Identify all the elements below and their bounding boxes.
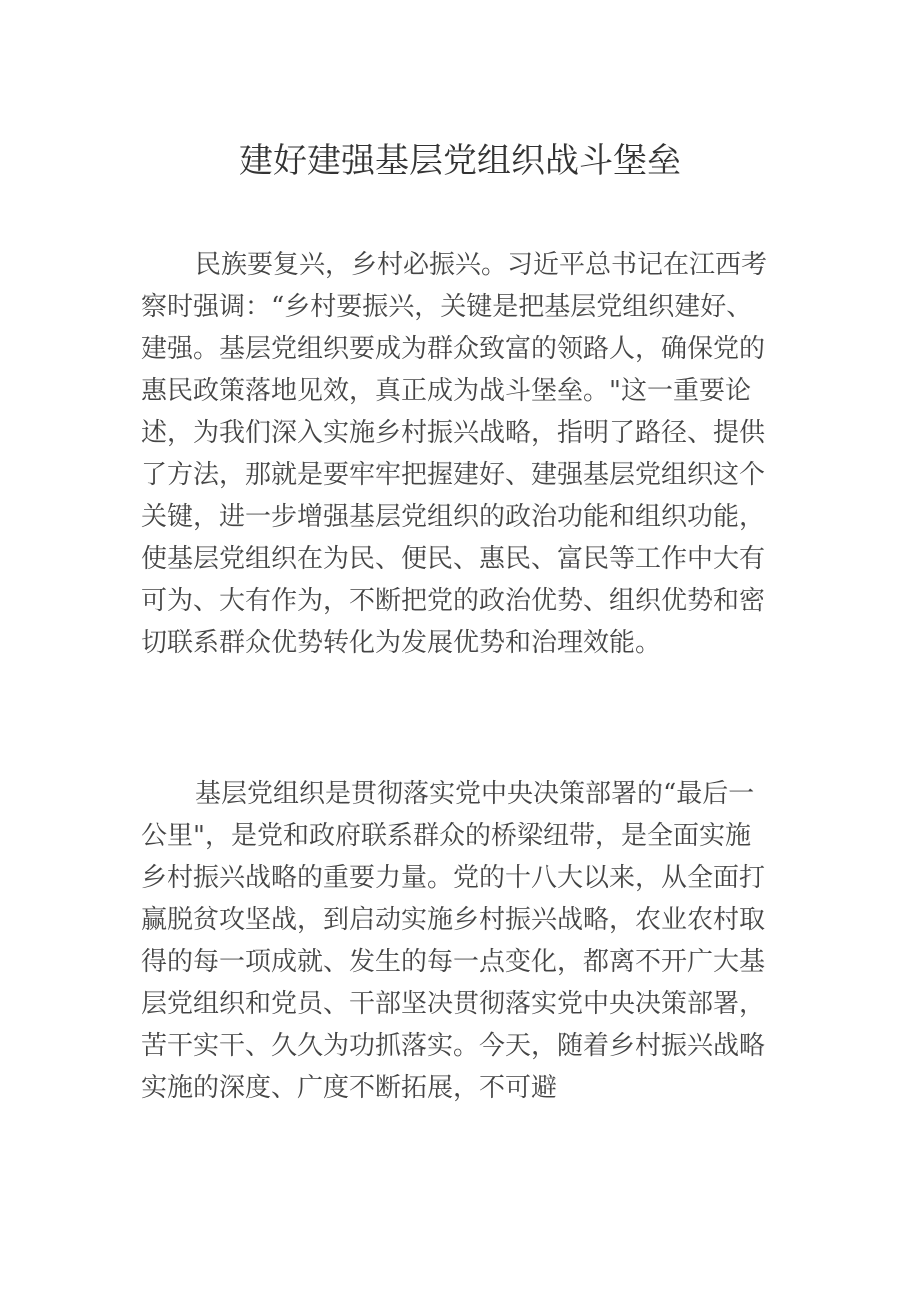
paragraph-line: 关键，进一步增强基层党组织的政治功能和组织功能， [141, 502, 766, 532]
paragraph-line: 述，为我们深入实施乡村振兴战略，指明了路径、提供 [141, 418, 766, 448]
paragraph-line: 苦干实干、久久为功抓落实。今天，随着乡村振兴战略 [141, 1031, 766, 1061]
paragraph-line: 实施的深度、广度不断拓展，不可避 [141, 1073, 558, 1103]
paragraph-line: 赢脱贫攻坚战，到启动实施乡村振兴战略，农业农村取 [141, 905, 766, 935]
paragraph-line: 基层党组织是贯彻落实党中央决策部署的“最后一 [195, 779, 755, 809]
paragraph-line: 切联系群众优势转化为发展优势和治理效能。 [141, 628, 662, 658]
paragraph-line: 可为、大有作为，不断把党的政治优势、组织优势和密 [141, 586, 766, 616]
paragraph-line: 民族要复兴，乡村必振兴。习近平总书记在江西考 [195, 250, 768, 280]
paragraph-line: 了方法，那就是要牢牢把握建好、建强基层党组织这个 [141, 460, 766, 490]
paragraph-line: 建强。基层党组织要成为群众致富的领路人，确保党的 [141, 334, 766, 364]
paragraph-line: 察时强调：“乡村要振兴，关键是把基层党组织建好、 [141, 292, 753, 322]
paragraph-line: 得的每一项成就、发生的每一点变化，都离不开广大基 [141, 947, 766, 977]
paragraph-line: 公里"，是党和政府联系群众的桥梁纽带，是全面实施 [141, 821, 751, 851]
paragraph-line: 乡村振兴战略的重要力量。党的十八大以来，从全面打 [141, 863, 766, 893]
paragraph-2 [141, 773, 781, 1109]
paragraph-line: 层党组织和党员、干部坚决贯彻落实党中央决策部署， [141, 989, 766, 1019]
paragraph-line: 惠民政策落地见效，真正成为战斗堡垒。"这一重要论 [141, 376, 751, 406]
paragraph-1 [141, 244, 781, 664]
document-title: 建好建强基层党组织战斗堡垒 [239, 141, 681, 181]
paragraph-line: 使基层党组织在为民、便民、惠民、富民等工作中大有 [141, 544, 766, 574]
